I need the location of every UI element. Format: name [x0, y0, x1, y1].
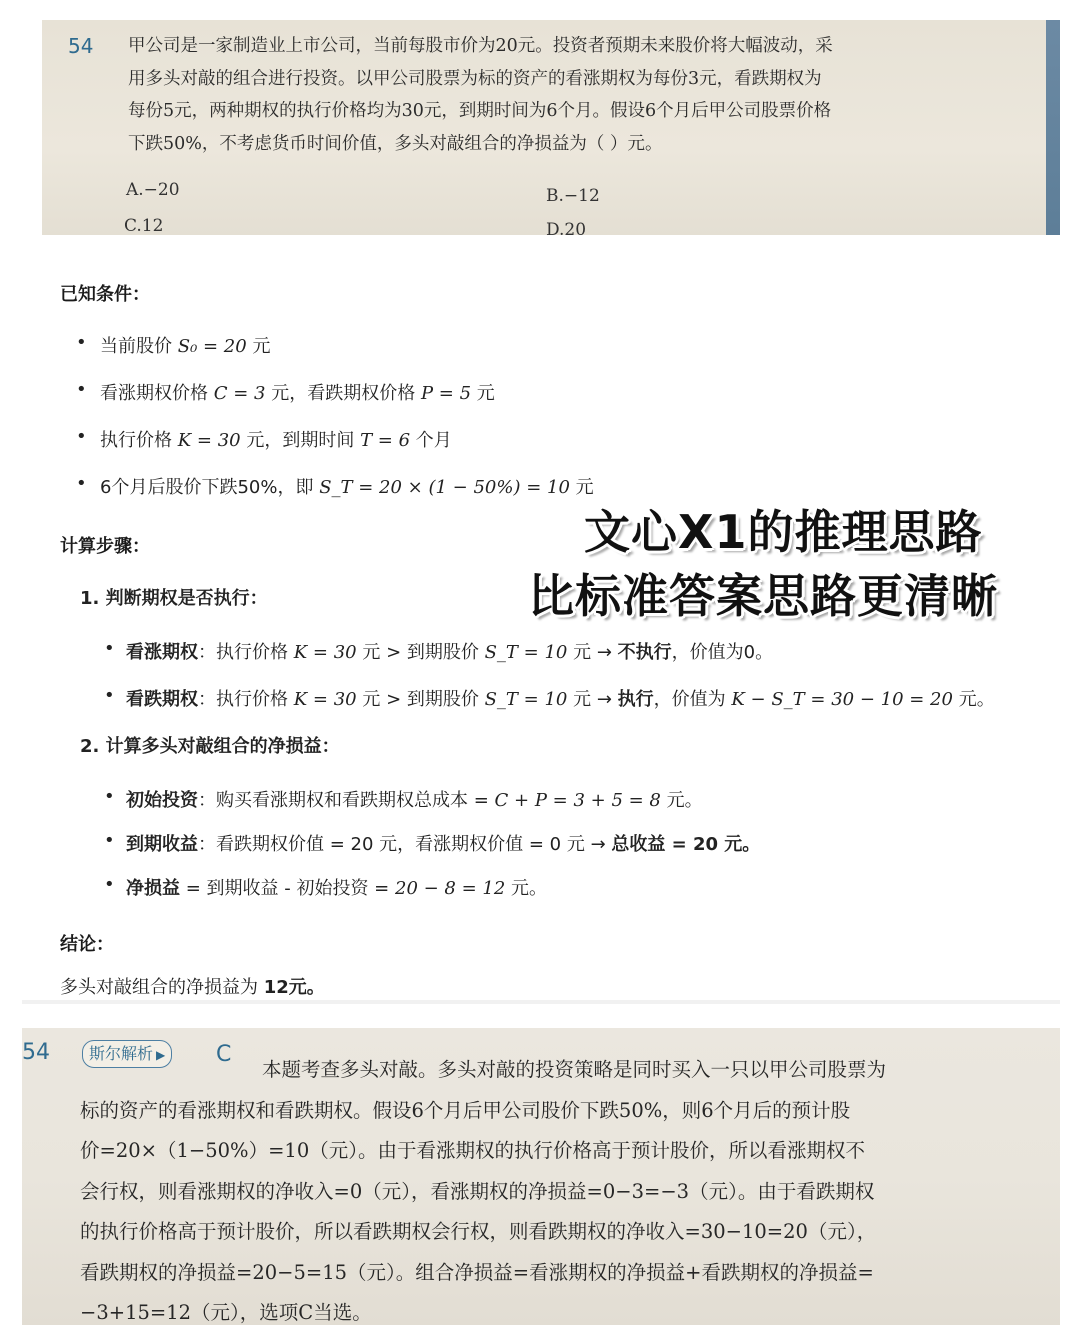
overlay-caption-line2: 比标准答案思路更清晰 [528, 569, 998, 623]
analysis-line: −3+15=12（元），选项C当选。 [80, 1301, 372, 1324]
question-photo [42, 20, 1060, 235]
bullet-dot: • [104, 786, 115, 807]
question-line: 甲公司是一家制造业上市公司，当前每股市价为20元。投资者预期未来股价将大幅波动，采 [128, 36, 833, 56]
analysis-photo [22, 1028, 1060, 1325]
step2-net: 净损益 = 到期收益 - 初始投资 = 20 − 8 = 12 元。 [126, 878, 548, 899]
known-item: 当前股价 S₀ = 20 元 [100, 336, 271, 357]
step1-call: 看涨期权：执行价格 K = 30 元 > 到期股价 S_T = 10 元 → 不执行，价值为0。 [126, 642, 774, 663]
analysis-line: 价=20×（1−50%）=10（元）。由于看涨期权的执行价格高于预计股价，所以看涨期权不 [80, 1139, 865, 1162]
bullet-dot: • [104, 874, 115, 895]
step2-initial: 初始投资：购买看涨期权和看跌期权总成本 = C + P = 3 + 5 = 8 元。 [126, 790, 703, 811]
conclusion-title: 结论： [60, 934, 114, 955]
conclusion-text: 多头对敲组合的净损益为 12元。 [60, 977, 325, 998]
known-title: 已知条件： [60, 284, 150, 305]
analysis-number: 54 [22, 1040, 50, 1065]
bullet-dot: • [76, 426, 87, 447]
step2-title: 2. 计算多头对敲组合的净损益： [80, 736, 340, 757]
question-line: 每份5元，两种期权的执行价格均为30元，到期时间为6个月。假设6个月后甲公司股票价格 [128, 101, 832, 121]
question-text [128, 30, 948, 160]
bullet-dot: • [76, 332, 87, 353]
bullet-dot: • [104, 638, 115, 659]
question-number: 54 [68, 34, 94, 58]
option-d: D.20 [546, 220, 587, 235]
section-divider [22, 1000, 1060, 1004]
analysis-line: 标的资产的看涨期权和看跌期权。假设6个月后甲公司股价下跌50%，则6个月后的预计股 [80, 1098, 851, 1122]
analysis-line: 的执行价格高于预计股价，所以看跌期权会行权，则看跌期权的净收入=30−10=20（元）， [80, 1220, 877, 1243]
analysis-line: 会行权，则看涨期权的净收入=0（元），看涨期权的净损益=0−3=−3（元）。由于看跌期权 [80, 1179, 875, 1203]
analysis-text [80, 1050, 1040, 1325]
bullet-dot: • [76, 379, 87, 400]
question-line: 用多头对敲的组合进行投资。以甲公司股票为标的资产的看涨期权为每份3元，看跌期权为 [128, 68, 822, 89]
analysis-badge: 斯尔解析 ▶ [82, 1040, 172, 1068]
overlay-caption-line1: 文心X1的推理思路 [584, 505, 983, 559]
bullet-dot: • [76, 473, 87, 494]
known-item: 6个月后股价下跌50%，即 S_T = 20 × (1 − 50%) = 10 元 [100, 477, 594, 498]
bullet-dot: • [104, 830, 115, 851]
question-line: 下跌50%，不考虑货币时间价值，多头对敲组合的净损益为（ ）元。 [128, 133, 663, 154]
option-a: A.−20 [126, 180, 180, 200]
bullet-dot: • [104, 685, 115, 706]
step1-put: 看跌期权：执行价格 K = 30 元 > 到期股价 S_T = 10 元 → 执行，价值为 K − S_T = 30 − 10 = 20 元。 [126, 689, 995, 710]
known-item: 执行价格 K = 30 元，到期时间 T = 6 个月 [100, 430, 452, 451]
analysis-line: 本题考查多头对敲。多头对敲的投资策略是同时买入一只以甲公司股票为 [262, 1058, 887, 1081]
answer-letter: C [216, 1042, 232, 1067]
step2-maturity: 到期收益：看跌期权价值 = 20 元，看涨期权价值 = 0 元 → 总收益 = 20 元。 [126, 834, 761, 855]
triangle-right-icon: ▶ [156, 1048, 166, 1062]
known-item: 看涨期权价格 C = 3 元，看跌期权价格 P = 5 元 [100, 383, 495, 404]
option-c: C.12 [124, 216, 164, 235]
photo-edge [1046, 20, 1060, 235]
analysis-line: 看跌期权的净损益=20−5=15（元）。组合净损益=看涨期权的净损益+看跌期权的净损益= [80, 1260, 874, 1284]
step1-title: 1. 判断期权是否执行： [80, 588, 268, 609]
option-b: B.−12 [546, 186, 600, 206]
steps-title: 计算步骤： [60, 536, 150, 557]
